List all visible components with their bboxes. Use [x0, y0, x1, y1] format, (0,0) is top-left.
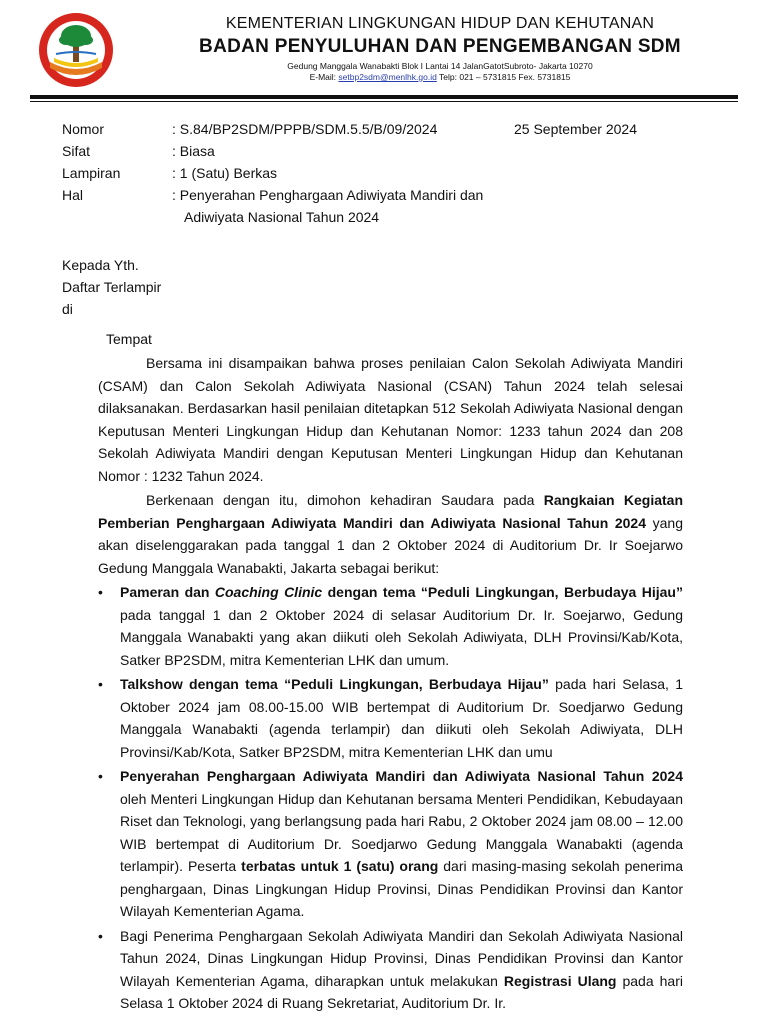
contact-line: [150, 72, 730, 83]
b3-bold-c: terbatas untuk 1 (satu) orang: [241, 858, 439, 874]
para2-bold: Rangkaian Kegiatan Pemberian Penghargaan Adiwiyata Mandiri dan Adiwiyata Nasional Tahun 2024: [98, 492, 683, 531]
b1-bold-a: Pameran dan: [120, 584, 215, 600]
list-item: [98, 765, 683, 923]
bullet-icon: •: [98, 927, 103, 944]
bullet-icon: •: [98, 768, 103, 784]
event-list: [98, 581, 683, 1015]
meta-hal: [62, 184, 702, 206]
b2-text: pada hari Selasa, 1 Oktober 2024 jam 08.00-15.00 WIB bertempat di Auditorium Dr. Soedjarwo Gedung Manggala Wanabakti (agenda terlampir) dan diikuti oleh Sekolah Adiwiyata, DLH Provinsi/Kab/Kota, Satker BP2SDM, mitra Kementerian LHK dan umu: [120, 676, 683, 760]
letterhead: [150, 14, 730, 83]
phone-fax: Telp: 021 – 5731815 Fex. 5731815: [436, 72, 571, 82]
addressee-line3: di: [62, 301, 73, 317]
header-rule-thin: [30, 101, 738, 102]
list-item: [98, 673, 683, 763]
bullet-icon: •: [98, 584, 103, 600]
paragraph-2: [98, 489, 683, 579]
addressee: [62, 254, 161, 350]
b4-text-c: pada hari Selasa 1 Oktober 2024 di Ruang Sekretariat, Auditorium Dr. Ir.: [120, 972, 683, 1011]
hal-value-line1: : Penyerahan Penghargaan Adiwiyata Mandiri dan: [172, 187, 484, 203]
ministry-logo: [36, 10, 116, 90]
hal-label: Hal: [62, 187, 84, 203]
meta-hal-cont: [62, 206, 702, 228]
letter-date: 25 September 2024: [514, 121, 637, 137]
list-item: [98, 581, 683, 671]
b1-text: pada tanggal 1 dan 2 Oktober 2024 di selasar Auditorium Dr. Ir. Soejarwo, Gedung Manggala Wanabakti yang akan diikuti oleh Sekolah Adiwiyata, DLH Provinsi/Kab/Kota, Satker BP2SDM, mitra Kementerian LHK dan umum.: [120, 606, 683, 668]
email-link[interactable]: setbp2sdm@menlhk.go.id: [338, 72, 437, 82]
header-rule-thick: [30, 95, 738, 99]
b4-bold: Registrasi Ulang: [503, 972, 617, 989]
nomor-label: Nomor: [62, 121, 105, 137]
b1-italic: Coaching Clinic: [214, 584, 323, 600]
agency-address: Gedung Manggala Wanabakti Blok I Lantai 14 JalanGatotSubroto- Jakarta 10270: [287, 61, 593, 71]
addressee-line4: Tempat: [106, 331, 152, 347]
b1-bold-c: dengan tema “Peduli Lingkungan, Berbudaya Hijau”: [322, 584, 683, 600]
email-label: E-Mail:: [309, 72, 339, 82]
addressee-line2: Daftar Terlampir: [62, 279, 162, 295]
nomor-value: : S.84/BP2SDM/PPPB/SDM.5.5/B/09/2024: [172, 121, 438, 137]
para2-text-a: Berkenaan dengan itu, dimohon kehadiran Saudara pada: [146, 492, 544, 508]
ministry-name: KEMENTERIAN LINGKUNGAN HIDUP DAN KEHUTANAN: [225, 15, 655, 32]
b2-bold: Talkshow dengan tema “Peduli Lingkungan, Berbudaya Hijau”: [120, 676, 549, 692]
bullet-icon: •: [98, 676, 103, 692]
meta-lampiran: [62, 162, 702, 184]
b3-bold-a: Penyerahan Penghargaan Adiwiyata Mandiri dan Adiwiyata Nasional Tahun 2024: [120, 768, 683, 784]
sifat-value: : Biasa: [172, 143, 215, 159]
agency-name: BADAN PENYULUHAN DAN PENGEMBANGAN SDM: [199, 36, 681, 57]
paragraph-1: Bersama ini disampaikan bahwa proses penilaian Calon Sekolah Adiwiyata Mandiri (CSAM) dan Calon Sekolah Adiwiyata Nasional (CSAN) Tahun 2024 telah selesai dilaksanakan. Berdasarkan hasil penilaian ditetapkan 512 Sekolah Adiwiyata Nasional dengan Keputusan Menteri Lingkungan Hidup dan Kehutanan Nomor: 1233 tahun 2024 dan 208 Sekolah Adiwiyata Mandiri dengan Keputusan Menteri Lingkungan Hidup dan Kehutanan Nomor : 1232 Tahun 2024.: [98, 355, 683, 484]
b4-text-a: Bagi Penerima Penghargaan Sekolah Adiwiyata Mandiri dan Sekolah Adiwiyata Nasional Tahun 2024, Dinas Lingkungan Hidup Provinsi, Dinas Pendidikan Provinsi dan Kantor Wilayah Kementerian Agama, diharapkan untuk melakukan: [120, 927, 683, 989]
letter-body: [98, 352, 683, 1015]
addressee-line1: Kepada Yth.: [62, 257, 139, 273]
sifat-label: Sifat: [62, 143, 91, 159]
para2-text-c: yang akan diselenggarakan pada tanggal 1 dan 2 Oktober 2024 di Auditorium Dr. Ir Soejarwo Gedung Manggala Wanabakti, Jakarta sebagai berikut:: [98, 514, 683, 576]
letter-meta: [62, 118, 702, 228]
meta-sifat: [62, 140, 702, 162]
b3-text-d: dari masing-masing sekolah penerima penghargaan, Dinas Lingkungan Hidup Provinsi, Dinas Pendidikan Provinsi dan Kantor Wilayah Kementerian Agama.: [120, 858, 683, 919]
hal-value-line2: Adiwiyata Nasional Tahun 2024: [184, 209, 380, 225]
list-item: [98, 925, 683, 1015]
lampiran-label: Lampiran: [62, 165, 121, 181]
meta-nomor: [62, 118, 702, 140]
lampiran-value: : 1 (Satu) Berkas: [172, 165, 278, 181]
b3-text-b: oleh Menteri Lingkungan Hidup dan Kehutanan bersama Menteri Pendidikan, Kebudayaan Riset dan Teknologi, yang berlangsung pada hari Rabu, 2 Oktober 2024 jam 08.00 – 12.00 WIB bertempat di Auditorium Dr. Soedjarwo Gedung Manggala Wanabakti (agenda terlampir). Peserta: [120, 790, 683, 874]
